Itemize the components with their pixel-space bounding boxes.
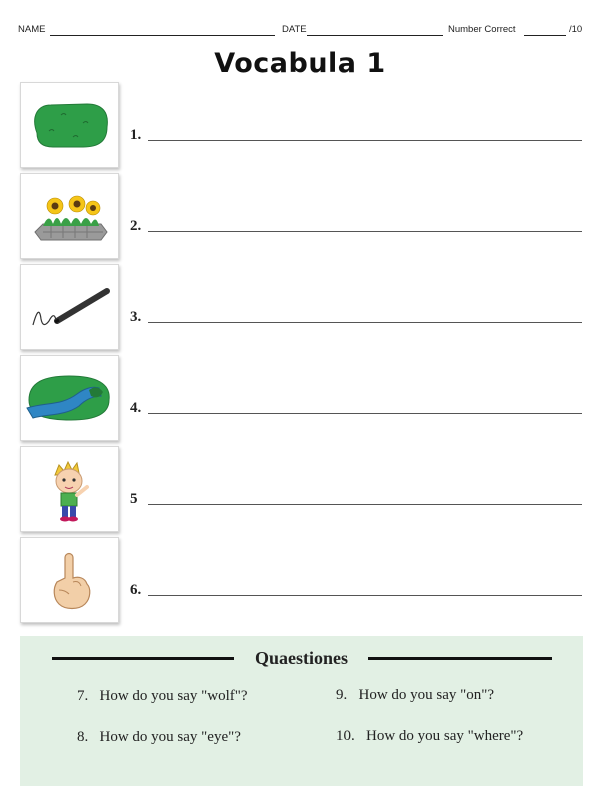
waving-boy-icon [21,447,118,531]
answer-line[interactable] [148,595,582,596]
flower-bed-icon [21,174,118,258]
vocab-item [20,82,585,168]
picture-card [20,537,119,623]
question-item [77,729,241,746]
question-number: 7. [77,688,89,704]
score-total: /10 [569,24,583,35]
green-bush-icon [21,83,118,167]
vocab-item [20,537,585,623]
questions-panel [20,636,583,786]
river-meadow-icon [21,356,118,440]
date-field[interactable] [307,35,443,36]
questions-heading [20,648,583,668]
question-text: How do you say "wolf"? [99,688,248,704]
vocab-item [20,446,585,532]
question-item [336,728,523,745]
answer-line[interactable] [148,140,582,141]
item-number: 2. [130,218,142,234]
question-number: 10. [336,728,355,744]
question-text: How do you say "where"? [366,728,524,744]
answer-line[interactable] [148,231,582,232]
picture-card [20,82,119,168]
item-number: 4. [130,400,142,416]
vocab-item [20,173,585,259]
pointing-finger-icon [21,538,118,622]
vocab-item [20,355,585,441]
date-label: DATE [282,24,307,35]
question-text: How do you say "eye"? [99,729,241,745]
picture-card [20,173,119,259]
pen-writing-icon [21,265,118,349]
question-item [336,687,494,704]
score-label: Number Correct [448,24,516,35]
answer-line[interactable] [148,322,582,323]
score-field[interactable] [524,35,566,36]
questions-title: Quaestiones [254,648,348,668]
question-number: 9. [336,687,348,703]
worksheet-header [18,24,584,38]
question-number: 8. [77,729,89,745]
item-number: 3. [130,309,142,325]
page-title: Vocabula 1 [214,48,386,79]
answer-line[interactable] [148,504,582,505]
picture-card [20,264,119,350]
vocab-item [20,264,585,350]
answer-line[interactable] [148,413,582,414]
divider [368,657,552,660]
question-item [77,688,248,705]
item-number: 1. [130,127,142,143]
picture-card [20,355,119,441]
item-number: 6. [130,582,142,598]
item-number: 5 [130,491,138,507]
name-field[interactable] [50,35,275,36]
picture-card [20,446,119,532]
question-text: How do you say "on"? [358,687,495,703]
name-label: NAME [18,24,46,35]
